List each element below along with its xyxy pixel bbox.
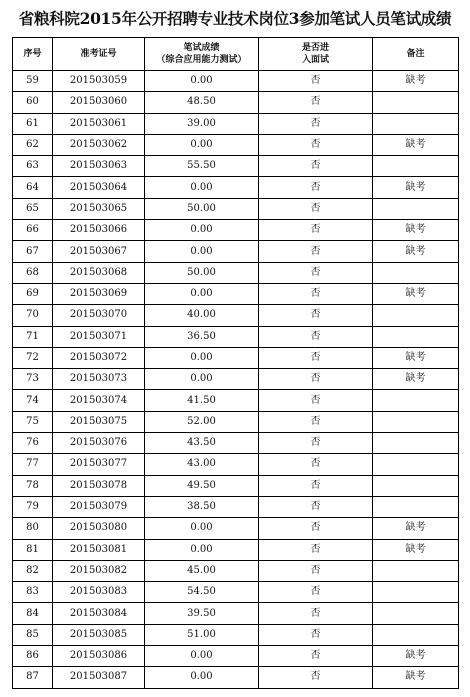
cell-exam-id: 201503081 — [53, 539, 145, 560]
table-row — [13, 646, 459, 667]
cell-seq: 78 — [13, 475, 53, 496]
cell-seq: 65 — [13, 198, 53, 219]
cell-exam-id: 201503068 — [53, 262, 145, 283]
cell-exam-id: 201503069 — [53, 283, 145, 304]
table-row — [13, 667, 459, 688]
cell-note — [373, 113, 459, 134]
table-row — [13, 624, 459, 645]
cell-seq: 81 — [13, 539, 53, 560]
cell-note: 缺考 — [373, 539, 459, 560]
cell-seq: 71 — [13, 326, 53, 347]
cell-note — [373, 433, 459, 454]
table-row — [13, 220, 459, 241]
table-row — [13, 454, 459, 475]
cell-score: 49.50 — [145, 475, 259, 496]
cell-score: 0.00 — [145, 347, 259, 368]
cell-interview: 否 — [259, 156, 373, 177]
cell-score: 50.00 — [145, 262, 259, 283]
table-row — [13, 326, 459, 347]
cell-exam-id: 201503074 — [53, 390, 145, 411]
cell-note: 缺考 — [373, 177, 459, 198]
cell-exam-id: 201503087 — [53, 667, 145, 688]
cell-score: 43.00 — [145, 454, 259, 475]
table-row — [13, 156, 459, 177]
cell-note: 缺考 — [373, 369, 459, 390]
cell-seq: 70 — [13, 305, 53, 326]
cell-interview: 否 — [259, 603, 373, 624]
table-row — [13, 390, 459, 411]
table-row — [13, 539, 459, 560]
cell-seq: 68 — [13, 262, 53, 283]
cell-score: 40.00 — [145, 305, 259, 326]
table-row — [13, 241, 459, 262]
cell-score: 54.50 — [145, 582, 259, 603]
cell-note — [373, 262, 459, 283]
cell-score: 0.00 — [145, 646, 259, 667]
table-row — [13, 496, 459, 517]
table-row — [13, 475, 459, 496]
cell-interview: 否 — [259, 241, 373, 262]
cell-exam-id: 201503066 — [53, 220, 145, 241]
header-exam-id: 准考证号 — [53, 38, 145, 71]
cell-interview: 否 — [259, 411, 373, 432]
cell-exam-id: 201503060 — [53, 92, 145, 113]
cell-score: 52.00 — [145, 411, 259, 432]
table-row — [13, 433, 459, 454]
cell-interview: 否 — [259, 624, 373, 645]
cell-exam-id: 201503062 — [53, 134, 145, 155]
cell-seq: 60 — [13, 92, 53, 113]
cell-exam-id: 201503084 — [53, 603, 145, 624]
cell-seq: 73 — [13, 369, 53, 390]
cell-interview: 否 — [259, 305, 373, 326]
cell-score: 0.00 — [145, 220, 259, 241]
cell-exam-id: 201503067 — [53, 241, 145, 262]
cell-note — [373, 454, 459, 475]
cell-exam-id: 201503073 — [53, 369, 145, 390]
cell-note — [373, 156, 459, 177]
cell-note — [373, 624, 459, 645]
cell-exam-id: 201503071 — [53, 326, 145, 347]
cell-seq: 86 — [13, 646, 53, 667]
cell-score: 0.00 — [145, 71, 259, 92]
table-row — [13, 262, 459, 283]
cell-interview: 否 — [259, 433, 373, 454]
cell-note — [373, 603, 459, 624]
cell-score: 48.50 — [145, 92, 259, 113]
cell-note: 缺考 — [373, 220, 459, 241]
cell-seq: 87 — [13, 667, 53, 688]
cell-seq: 79 — [13, 496, 53, 517]
cell-interview: 否 — [259, 220, 373, 241]
cell-exam-id: 201503070 — [53, 305, 145, 326]
cell-interview: 否 — [259, 518, 373, 539]
cell-note — [373, 560, 459, 581]
table-row — [13, 518, 459, 539]
cell-seq: 80 — [13, 518, 53, 539]
cell-note: 缺考 — [373, 71, 459, 92]
cell-exam-id: 201503083 — [53, 582, 145, 603]
cell-exam-id: 201503065 — [53, 198, 145, 219]
table-row — [13, 283, 459, 304]
cell-interview: 否 — [259, 347, 373, 368]
cell-seq: 66 — [13, 220, 53, 241]
header-interview-line2: 入面试 — [301, 55, 329, 65]
cell-score: 0.00 — [145, 369, 259, 390]
cell-score: 0.00 — [145, 539, 259, 560]
table-header-row — [13, 38, 459, 71]
cell-interview: 否 — [259, 71, 373, 92]
table-row — [13, 305, 459, 326]
cell-score: 0.00 — [145, 667, 259, 688]
cell-exam-id: 201503077 — [53, 454, 145, 475]
cell-note: 缺考 — [373, 667, 459, 688]
table-row — [13, 582, 459, 603]
cell-interview: 否 — [259, 646, 373, 667]
cell-score: 39.50 — [145, 603, 259, 624]
cell-interview: 否 — [259, 390, 373, 411]
cell-score: 50.00 — [145, 198, 259, 219]
cell-seq: 67 — [13, 241, 53, 262]
cell-seq: 63 — [13, 156, 53, 177]
cell-score: 43.50 — [145, 433, 259, 454]
table-row — [13, 347, 459, 368]
cell-note — [373, 582, 459, 603]
cell-note: 缺考 — [373, 347, 459, 368]
table-row — [13, 411, 459, 432]
cell-exam-id: 201503063 — [53, 156, 145, 177]
cell-note — [373, 326, 459, 347]
cell-seq: 59 — [13, 71, 53, 92]
cell-note: 缺考 — [373, 518, 459, 539]
header-interview-line1: 是否进 — [301, 43, 329, 53]
cell-score: 0.00 — [145, 283, 259, 304]
cell-seq: 82 — [13, 560, 53, 581]
cell-note — [373, 305, 459, 326]
cell-seq: 84 — [13, 603, 53, 624]
cell-score: 0.00 — [145, 177, 259, 198]
cell-score: 45.00 — [145, 560, 259, 581]
cell-exam-id: 201503079 — [53, 496, 145, 517]
cell-score: 36.50 — [145, 326, 259, 347]
cell-interview: 否 — [259, 198, 373, 219]
cell-score: 41.50 — [145, 390, 259, 411]
cell-interview: 否 — [259, 262, 373, 283]
cell-exam-id: 201503078 — [53, 475, 145, 496]
cell-score: 0.00 — [145, 241, 259, 262]
table-row — [13, 113, 459, 134]
cell-interview: 否 — [259, 326, 373, 347]
table-body — [13, 71, 459, 689]
header-note: 备注 — [373, 38, 459, 71]
cell-interview: 否 — [259, 496, 373, 517]
cell-interview: 否 — [259, 582, 373, 603]
cell-note: 缺考 — [373, 241, 459, 262]
cell-seq: 75 — [13, 411, 53, 432]
cell-interview: 否 — [259, 560, 373, 581]
table-row — [13, 177, 459, 198]
cell-seq: 83 — [13, 582, 53, 603]
table-row — [13, 92, 459, 113]
cell-note: 缺考 — [373, 283, 459, 304]
header-score-line2: （综合应用能力测试） — [156, 55, 247, 65]
cell-score: 51.00 — [145, 624, 259, 645]
header-score — [145, 38, 259, 71]
cell-note: 缺考 — [373, 134, 459, 155]
cell-interview: 否 — [259, 283, 373, 304]
cell-interview: 否 — [259, 454, 373, 475]
cell-interview: 否 — [259, 177, 373, 198]
cell-exam-id: 201503085 — [53, 624, 145, 645]
cell-interview: 否 — [259, 475, 373, 496]
cell-exam-id: 201503080 — [53, 518, 145, 539]
cell-note — [373, 198, 459, 219]
cell-seq: 61 — [13, 113, 53, 134]
table-row — [13, 560, 459, 581]
cell-interview: 否 — [259, 113, 373, 134]
cell-seq: 69 — [13, 283, 53, 304]
cell-exam-id: 201503072 — [53, 347, 145, 368]
cell-exam-id: 201503059 — [53, 71, 145, 92]
cell-interview: 否 — [259, 134, 373, 155]
cell-seq: 77 — [13, 454, 53, 475]
cell-seq: 76 — [13, 433, 53, 454]
header-seq: 序号 — [13, 38, 53, 71]
cell-note — [373, 411, 459, 432]
cell-interview: 否 — [259, 539, 373, 560]
cell-seq: 72 — [13, 347, 53, 368]
cell-score: 38.50 — [145, 496, 259, 517]
cell-note — [373, 390, 459, 411]
table-row — [13, 71, 459, 92]
cell-exam-id: 201503082 — [53, 560, 145, 581]
cell-seq: 64 — [13, 177, 53, 198]
cell-exam-id: 201503075 — [53, 411, 145, 432]
cell-score: 39.00 — [145, 113, 259, 134]
cell-score: 0.00 — [145, 134, 259, 155]
cell-score: 55.50 — [145, 156, 259, 177]
cell-score: 0.00 — [145, 518, 259, 539]
page-title: 省粮科院2015年公开招聘专业技术岗位3参加笔试人员笔试成绩 — [18, 9, 452, 28]
cell-note — [373, 475, 459, 496]
cell-interview: 否 — [259, 92, 373, 113]
cell-exam-id: 201503061 — [53, 113, 145, 134]
header-score-line1: 笔试成绩 — [183, 43, 220, 53]
header-interview — [259, 38, 373, 71]
table-row — [13, 603, 459, 624]
cell-note: 缺考 — [373, 646, 459, 667]
score-table — [12, 37, 459, 689]
table-row — [13, 369, 459, 390]
table-row — [13, 134, 459, 155]
cell-seq: 62 — [13, 134, 53, 155]
cell-seq: 85 — [13, 624, 53, 645]
cell-note — [373, 92, 459, 113]
cell-interview: 否 — [259, 369, 373, 390]
cell-exam-id: 201503064 — [53, 177, 145, 198]
table-row — [13, 198, 459, 219]
cell-exam-id: 201503086 — [53, 646, 145, 667]
cell-interview: 否 — [259, 667, 373, 688]
cell-note — [373, 496, 459, 517]
cell-seq: 74 — [13, 390, 53, 411]
cell-exam-id: 201503076 — [53, 433, 145, 454]
